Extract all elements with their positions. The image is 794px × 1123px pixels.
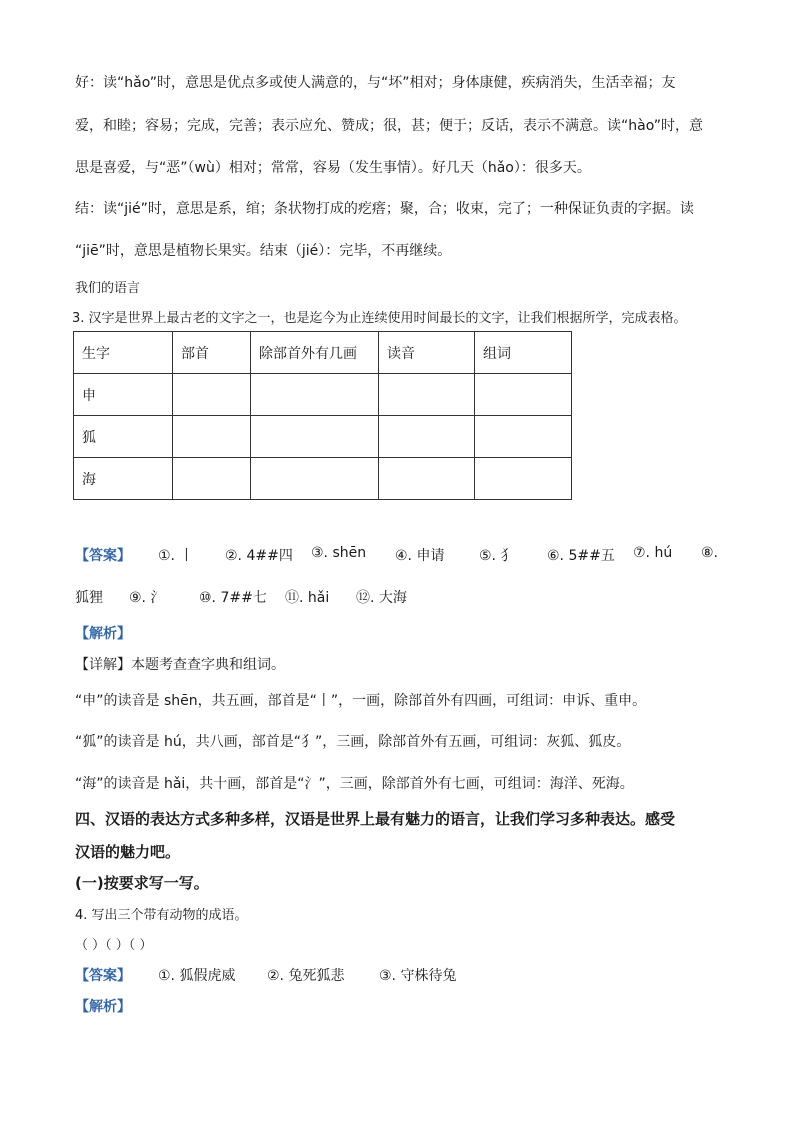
section-4-subheading: (一)按要求写一写。 xyxy=(75,874,209,892)
table-cell-blank xyxy=(379,458,475,500)
answer-item: 狐狸 xyxy=(75,590,103,606)
header-cell: 除部首外有几画 xyxy=(251,332,379,374)
answer-item: ⑫. 大海 xyxy=(356,590,407,606)
answer-item: ⑥. 5##五 xyxy=(547,548,615,564)
analysis-tag: 【解析】 xyxy=(75,626,131,642)
table-cell-blank xyxy=(475,458,572,500)
table-header-row xyxy=(74,332,572,374)
table-cell-blank xyxy=(379,374,475,416)
definition-hao-line3: 思是喜爱，与“恶”（wù）相对；常常，容易（发生事情）。好几天（hǎo）：很多天。 xyxy=(75,160,591,176)
detail-text: 【详解】本题考查查字典和组词。 xyxy=(75,657,285,673)
answer-item: ②. 4##四 xyxy=(225,548,293,564)
table-cell-blank xyxy=(173,416,251,458)
header-cell: 部首 xyxy=(173,332,251,374)
table-cell-blank xyxy=(379,416,475,458)
definition-jie-line1: 结：读“jié”时，意思是系，绾；条状物打成的疙瘩；聚，合；收束，完了；一种保证负责的字据。读 xyxy=(75,201,694,217)
answer-item: ⑪. hǎi xyxy=(285,590,330,606)
table-cell-character: 狐 xyxy=(74,416,173,458)
table-cell-blank xyxy=(173,374,251,416)
answer-item: ①. 丨 xyxy=(158,548,194,564)
section-4-heading-line2: 汉语的魅力吧。 xyxy=(75,843,181,861)
answer-item: ①. 狐假虎威 xyxy=(158,968,236,984)
answer-item: ③. shēn xyxy=(311,545,367,561)
table-cell-blank xyxy=(251,416,379,458)
table-cell-blank xyxy=(173,458,251,500)
q4-analysis-tag: 【解析】 xyxy=(75,999,131,1015)
header-cell: 组词 xyxy=(475,332,572,374)
section-4-heading-line1: 四、汉语的表达方式多种多样，汉语是世界上最有魅力的语言，让我们学习多种表达。感受 xyxy=(75,810,676,828)
definition-hao-line2: 爱，和睦；容易；完成，完善；表示应允、赞成；很，甚；便于；反话，表示不满意。读“hào”时，意 xyxy=(75,118,704,134)
table-cell-character: 海 xyxy=(74,458,173,500)
definition-hao-line1: 好：读“hǎo”时，意思是优点多或使人满意的，与“坏”相对；身体康健，疾病消失，生活幸福；友 xyxy=(75,75,676,91)
answer-item: ⑩. 7##七 xyxy=(199,590,267,606)
header-cell: 生字 xyxy=(74,332,173,374)
question-3-prompt: 3. 汉字是世界上最古老的文字之一，也是迄今为止连续使用时间最长的文字，让我们根据所学，完成表格。 xyxy=(72,311,687,326)
table-row xyxy=(74,374,572,416)
answer-item: ④. 申请 xyxy=(395,548,445,564)
section-label: 我们的语言 xyxy=(75,281,141,296)
definition-jie-line2: “jiē”时，意思是植物长果实。结束（jié）：完毕，不再继续。 xyxy=(75,243,452,259)
answer-item: ⑦. hú xyxy=(633,545,673,561)
table-cell-character: 申 xyxy=(74,374,173,416)
header-cell: 读音 xyxy=(379,332,475,374)
table-cell-blank xyxy=(475,416,572,458)
question-4-prompt: 4. 写出三个带有动物的成语。 xyxy=(75,908,248,923)
answer-item: ⑨. 氵 xyxy=(129,590,165,606)
table-row xyxy=(74,416,572,458)
table-row xyxy=(74,458,572,500)
answer-item: ⑧. xyxy=(701,545,719,561)
answer-item: ③. 守株待兔 xyxy=(379,968,457,984)
table-cell-blank xyxy=(251,458,379,500)
explain-shen: “申”的读音是 shēn，共五画，部首是“丨”，一画，除部首外有四画，可组词：申诉、重申。 xyxy=(75,693,647,709)
explain-hu: “狐”的读音是 hú，共八画，部首是“犭”，三画，除部首外有五画，可组词：灰狐、狐皮。 xyxy=(75,734,631,750)
answer-tag: 【答案】 xyxy=(75,548,131,564)
answer-item: ⑤. 犭 xyxy=(479,548,515,564)
question-4-blanks: （ ）（ ）（ ） xyxy=(75,938,153,953)
explain-hai: “海”的读音是 hǎi，共十画，部首是“氵”，三画，除部首外有七画，可组词：海洋、死海。 xyxy=(75,776,634,792)
table-cell-blank xyxy=(475,374,572,416)
table-cell-blank xyxy=(251,374,379,416)
answer-item: ②. 兔死狐悲 xyxy=(267,968,345,984)
character-table xyxy=(73,331,572,500)
answer-tag: 【答案】 xyxy=(75,968,131,984)
